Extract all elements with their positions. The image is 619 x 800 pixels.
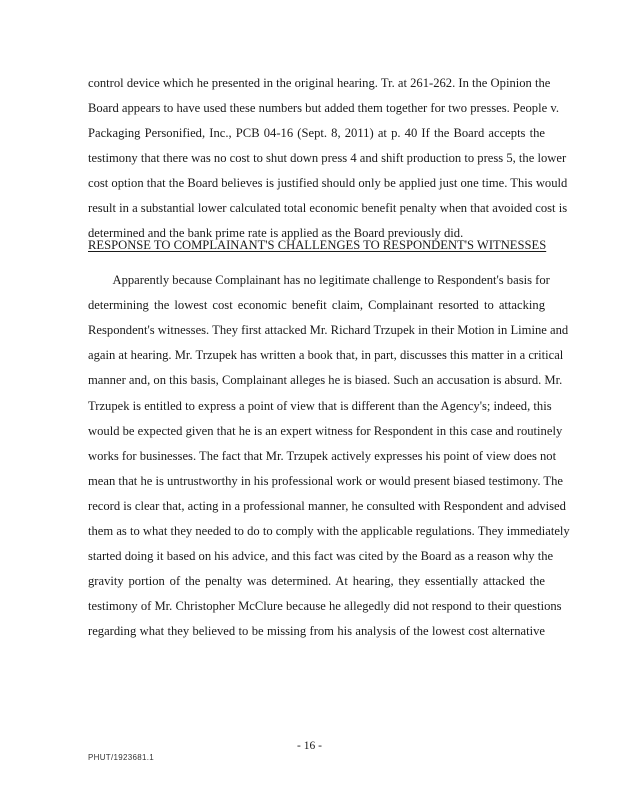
paragraph-2-line-7: would be expected given that he is an expert witness for Respondent in this case and routinely (88, 424, 563, 438)
paragraph-2-line-2: determining the lowest cost economic benefit claim, Complainant resorted to attacking (88, 298, 545, 312)
paragraph-2-line-11: them as to what they needed to do to comply with the applicable regulations. They immediately (88, 524, 570, 538)
paragraph-2-line-4: again at hearing. Mr. Trzupek has written a book that, in part, discusses this matter in a critical (88, 348, 564, 362)
paragraph-1-line-4: testimony that there was no cost to shut down press 4 and shift production to press 5, the lower (88, 151, 567, 165)
page-number: - 16 - (297, 740, 322, 752)
paragraph-1-line-5: cost option that the Board believes is justified should only be applied just one time. This would (88, 176, 568, 190)
paragraph-2-line-1: Apparently because Complainant has no legitimate challenge to Respondent's basis for (88, 273, 550, 287)
paragraph-2-line-10: record is clear that, acting in a professional manner, he consulted with Respondent and advised (88, 499, 566, 513)
paragraph-2-line-6: Trzupek is entitled to express a point of view that is different than the Agency's; indeed, this (88, 399, 552, 413)
paragraph-2-line-3: Respondent's witnesses. They first attacked Mr. Richard Trzupek in their Motion in Limine and (88, 323, 569, 337)
paragraph-2-line-9: mean that he is untrustworthy in his professional work or would present biased testimony. The (88, 474, 563, 488)
paragraph-2-line-15: regarding what they believed to be missing from his analysis of the lowest cost alternative (88, 624, 545, 638)
paragraph-1-line-7: determined and the bank prime rate is applied as the Board previously did. (88, 226, 464, 240)
document-id-footer: PHUT/1923681.1 (88, 753, 155, 762)
paragraph-1-line-3: Packaging Personified, Inc., PCB 04-16 (Sept. 8, 2011) at p. 40 If the Board accepts the (88, 126, 545, 140)
paragraph-1-line-6: result in a substantial lower calculated total economic benefit penalty when that avoided cost is (88, 201, 568, 215)
paragraph-2-line-14: testimony of Mr. Christopher McClure because he allegedly did not respond to their questions (88, 599, 562, 613)
paragraph-2-line-5: manner and, on this basis, Complainant alleges he is biased. Such an accusation is absurd. Mr. (88, 373, 563, 387)
paragraph-1-line-1: control device which he presented in the original hearing. Tr. at 261-262. In the Opinion the (88, 76, 551, 90)
paragraph-2-line-12: started doing it based on his advice, and this fact was cited by the Board as a reason why the (88, 549, 554, 563)
paragraph-1-line-2: Board appears to have used these numbers but added them together for two presses. People v. (88, 101, 559, 115)
paragraph-2-line-13: gravity portion of the penalty was determined. At hearing, they essentially attacked the (88, 574, 545, 588)
paragraph-2-line-8: works for businesses. The fact that Mr. Trzupek actively expresses his point of view does not (88, 449, 557, 463)
section-heading: RESPONSE TO COMPLAINANT'S CHALLENGES TO RESPONDENT'S WITNESSES (88, 238, 547, 252)
